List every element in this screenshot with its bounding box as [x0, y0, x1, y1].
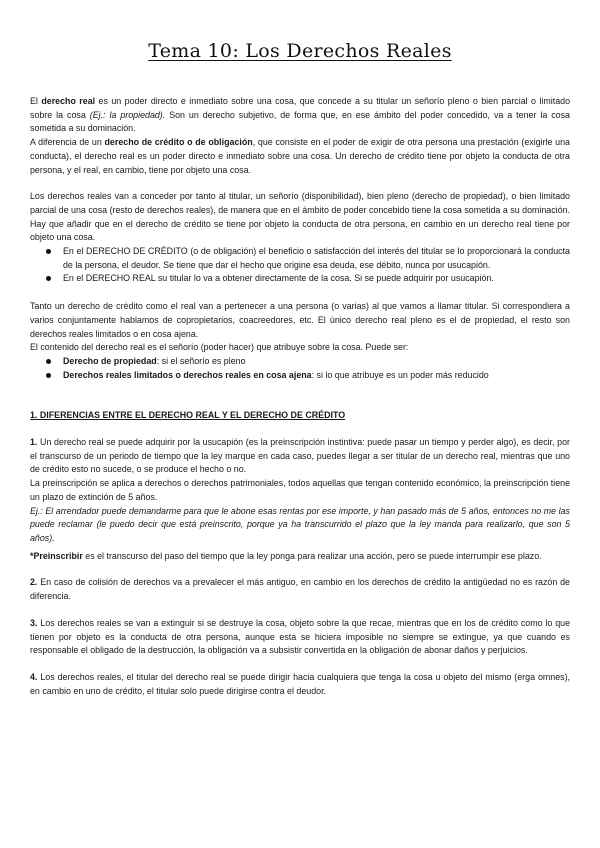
list-item: Derecho de propiedad: si el señorío es pleno — [30, 355, 570, 369]
term-derecho-real: derecho real — [41, 96, 96, 106]
difference-item-4: 4. Los derechos reales, el titular del derecho real se puede dirigir hacia cualquiera que tenga la cosa u objeto del mismo (erga omnes), en cambio en uno de crédito, el titular solo puede dirigirse contra el deudor. — [30, 671, 570, 696]
section-heading: 1. DIFERENCIAS ENTRE EL DERECHO REAL Y EL DERECHO DE CRÉDITO — [30, 410, 346, 421]
difference-item-3: 3. Los derechos reales se van a extinguir si se destruye la cosa, objeto sobre la que recae, mientras que en los de crédito como lo que tienen por objeto es la conducta de otra persona, aunque esta se hiciera imposible no siempre se extingue, ya que cuando es responsable el obligado de la destrucción, la obligación va a subsistir convertida en la obligación de abonar daños y perjuicios. — [30, 617, 570, 656]
page-title — [30, 28, 570, 65]
difference-item-2: 2. En caso de colisión de derechos va a prevalecer el más antiguo, en cambio en los derechos de crédito la antigüedad no es razón de diferencia. — [30, 577, 570, 602]
difference-item-1: 1. Un derecho real se puede adquirir por la usucapión (es la preinscripción instintiva: puede pasar un tiempo y perder algo), es decir, por el transcurso de un periodo de tiempo que la ley marque en cada caso, puedes llegar a ser titular de un derecho real, mientras que uno de crédito esto no sucede, o se produce el hecho o no. — [30, 437, 570, 475]
paragraph-titular: Tanto un derecho de crédito como el real van a pertenecer a una persona (o varias) al que vamos a llamar titular. Si correspondiera a varios conjuntamente hablamos de copropietarios, coacreedores, etc. El único derecho real pleno es el de propiedad, el resto son derechos reales limitados o en cosa ajena. — [30, 301, 570, 339]
bullet-icon — [46, 276, 51, 281]
list-item: En el DERECHO DE CRÉDITO (o de obligación) el beneficio o satisfacción del interés del titular se lo proporcionará la conducta de la persona, el deudor. Se tiene que dar el hecho que origine esa deuda, ese débito, nunca por usucapión. — [30, 245, 570, 272]
bullet-list-contenido — [30, 355, 570, 382]
page-title-text: Tema 10: Los Derechos Reales — [148, 40, 452, 62]
list-item: Derechos reales limitados o derechos reales en cosa ajena: si lo que atribuye es un poder más reducido — [30, 369, 570, 383]
bullet-icon — [46, 249, 51, 254]
paragraph-credit-difference: A diferencia de un derecho de crédito o de obligación, que consiste en el poder de exigir de otra persona una prestación (exigirle una conducta), el derecho real es un poder directo e inmediato sobre una cosa. Un derecho de crédito tiene por objeto la conducta de otra persona, y el real, en cambio, tiene por objeto una cosa. — [30, 137, 570, 175]
bullet-icon — [46, 373, 51, 378]
paragraph-senorio: Los derechos reales van a conceder por tanto al titular, un señorío (disponibilidad), bien pleno (derecho de propiedad), o bien limitado parcial de una cosa (resto de derechos reales), de manera que en el ámbito de poder concebido tiene la cosa sometida a su dominación. Hay que añadir que en el derecho de crédito se tiene por objeto la conducta de otra persona, en cambio en un derecho real tiene por objeto una cosa. — [30, 191, 570, 243]
term-derecho-credito: derecho de crédito o de obligación — [104, 137, 253, 148]
example-inline: (Ej.: la propiedad). — [89, 109, 166, 120]
list-item: En el DERECHO REAL su titular lo va a obtener directamente de la cosa. Si se puede adquirir por usucapión. — [30, 272, 570, 286]
difference-item-1-example: Ej.: El arrendador puede demandarme para que le abone esas rentas por ese importe, y han pasado más de 5 años, entonces no me las puede reclamar (le puedo decir que está preinscrito, porque ya ha transcurrido el plazo que la ley manda para realizarlo, que son 5 años). — [30, 505, 570, 543]
paragraph-definition: El derecho real es un poder directo e inmediato sobre una cosa, que concede a su titular un señorío pleno o bien parcial o limitado sobre la cosa (Ej.: la propiedad). Son un derecho subjetivo, de forma que, en ese ámbito del poder concedido, va a tener la cosa sometida a su dominación. — [30, 96, 570, 134]
paragraph-contenido: El contenido del derecho real es el señorío (poder hacer) que atribuye sobre la cosa. Puede ser: — [30, 342, 409, 353]
difference-item-1-detail: La preinscripción se aplica a derechos o derechos patrimoniales, todos aquellas que tengan contenido económico, la preinscripción tiene un plazo de extinción de 5 años. — [30, 478, 570, 502]
bullet-icon — [46, 359, 51, 364]
bullet-list-credito-real — [30, 245, 570, 286]
note-preinscribir: *Preinscribir es el transcurso del paso del tiempo que la ley ponga para realizar una acción, pero se puede interrumpir ese plazo. — [30, 550, 542, 561]
